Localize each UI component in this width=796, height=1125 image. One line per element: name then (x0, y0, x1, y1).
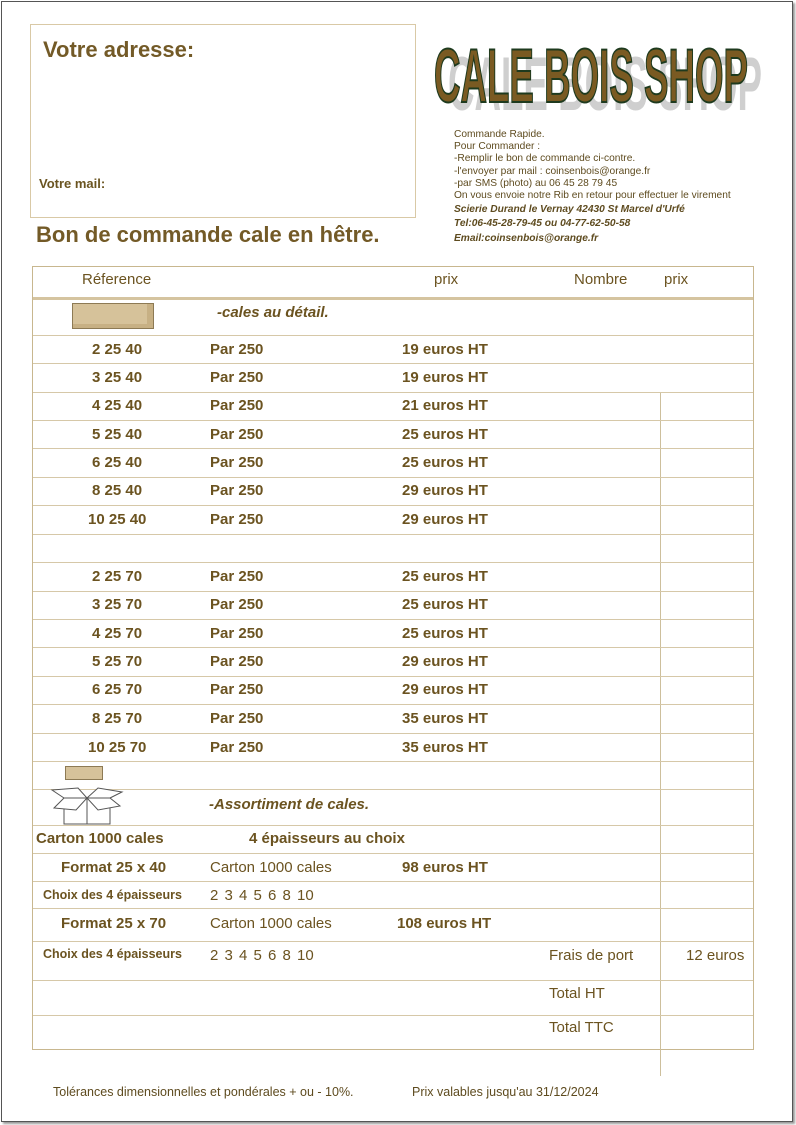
row-ref: 2 25 40 (92, 341, 143, 358)
row-rule (33, 534, 753, 535)
row-unit: Par 250 (210, 681, 264, 698)
row-ref: 6 25 70 (92, 681, 143, 698)
row-ref: 5 25 40 (92, 426, 143, 443)
svg-text:CALE BOIS SHOP: CALE BOIS SHOP (448, 42, 762, 118)
logo (432, 24, 772, 118)
header-reference: Réference (82, 271, 152, 288)
info-line: On vous envoie notre Rib en retour pour effectuer le virement (454, 190, 731, 202)
row-price: 29 euros HT (402, 681, 488, 698)
svg-text:CALE BOIS SHOP: CALE BOIS SHOP (434, 34, 748, 118)
info-line: Pour Commander : (454, 141, 541, 153)
row-rule (33, 448, 753, 449)
row-ref: 8 25 40 (92, 482, 143, 499)
document-title: Bon de commande cale en hêtre. (36, 222, 380, 247)
row-ref: 4 25 70 (92, 625, 143, 642)
tolerance-note: Tolérances dimensionnelles et pondérales + ou - 10%. (53, 1085, 354, 1099)
carton-choice: 4 épaisseurs au choix (249, 830, 405, 847)
row-ref: 2 25 70 (92, 568, 143, 585)
row-rule (33, 1015, 753, 1016)
format-40-desc: Carton 1000 cales (210, 859, 332, 876)
address-label: Votre adresse: (43, 37, 195, 62)
wood-wedge-icon (72, 303, 154, 329)
choice-70-label: Choix des 4 épaisseurs (43, 947, 182, 961)
row-unit: Par 250 (210, 369, 264, 386)
row-rule (33, 562, 753, 563)
row-rule (33, 676, 753, 677)
total-ttc-label: Total TTC (549, 1019, 614, 1036)
row-unit: Par 250 (210, 739, 264, 756)
company-phone: Tel:06-45-28-79-45 ou 04-77-62-50-58 (454, 218, 631, 230)
info-line: Commande Rapide. (454, 129, 545, 140)
row-rule (33, 789, 753, 790)
section-retail-label: -cales au détail. (217, 304, 329, 321)
row-price: 25 euros HT (402, 596, 488, 613)
row-rule (33, 619, 753, 620)
row-unit: Par 250 (210, 454, 264, 471)
row-ref: 4 25 40 (92, 397, 143, 414)
row-ref: 5 25 70 (92, 653, 143, 670)
small-wedge-icon (65, 766, 103, 780)
column-divider (660, 392, 661, 1050)
row-rule (33, 647, 753, 648)
row-rule (33, 733, 753, 734)
row-price: 35 euros HT (402, 739, 488, 756)
row-unit: Par 250 (210, 625, 264, 642)
row-price: 19 euros HT (402, 369, 488, 386)
row-rule (33, 392, 753, 393)
row-ref: 10 25 40 (88, 511, 147, 528)
row-rule (33, 908, 753, 909)
row-rule (33, 591, 753, 592)
total-ht-label: Total HT (549, 985, 605, 1002)
carton-label: Carton 1000 cales (36, 830, 164, 847)
choice-40-label: Choix des 4 épaisseurs (43, 888, 182, 902)
order-instructions (454, 129, 774, 245)
row-rule (33, 704, 753, 705)
format-40-price: 98 euros HT (402, 859, 488, 876)
row-unit: Par 250 (210, 341, 264, 358)
row-unit: Par 250 (210, 568, 264, 585)
row-rule (33, 980, 753, 981)
row-unit: Par 250 (210, 596, 264, 613)
row-unit: Par 250 (210, 710, 264, 727)
header-price: prix (434, 271, 459, 288)
row-rule (33, 825, 753, 826)
choice-70-values: 2 3 4 5 6 8 10 (210, 947, 314, 964)
row-rule (33, 761, 753, 762)
format-70-price: 108 euros HT (397, 915, 492, 932)
row-unit: Par 250 (210, 397, 264, 414)
row-rule (33, 363, 753, 364)
format-70-desc: Carton 1000 cales (210, 915, 332, 932)
row-price: 25 euros HT (402, 625, 488, 642)
carton-box-icon (50, 786, 124, 826)
row-price: 19 euros HT (402, 341, 488, 358)
header-rule (33, 297, 753, 300)
info-line: -par SMS (photo) au 06 45 28 79 45 (454, 177, 618, 189)
row-price: 25 euros HT (402, 454, 488, 471)
shipping-value: 12 euros (686, 947, 745, 964)
choice-40-values: 2 3 4 5 6 8 10 (210, 887, 314, 904)
row-ref: 10 25 70 (88, 739, 147, 756)
info-line: -Remplir le bon de commande ci-contre. (454, 153, 636, 165)
row-price: 35 euros HT (402, 710, 488, 727)
row-unit: Par 250 (210, 511, 264, 528)
row-unit: Par 250 (210, 482, 264, 499)
info-line: -l'envoyer par mail : coinsenbois@orange.fr (454, 165, 651, 177)
shipping-label: Frais de port (549, 947, 634, 964)
row-ref: 8 25 70 (92, 710, 143, 727)
mail-label: Votre mail: (39, 176, 106, 191)
section-assortment-label: -Assortiment de cales. (209, 796, 370, 813)
format-40-label: Format 25 x 40 (61, 859, 167, 876)
row-rule (33, 853, 753, 854)
company-address: Scierie Durand le Vernay 42430 St Marcel d'Urfé (454, 204, 685, 216)
row-rule (33, 941, 753, 942)
row-rule (33, 505, 753, 506)
row-price: 21 euros HT (402, 397, 488, 414)
row-ref: 6 25 40 (92, 454, 143, 471)
header-quantity: Nombre (574, 271, 628, 288)
row-rule (33, 881, 753, 882)
row-ref: 3 25 40 (92, 369, 143, 386)
row-price: 29 euros HT (402, 653, 488, 670)
format-70-label: Format 25 x 70 (61, 915, 167, 932)
company-email: Email:coinsenbois@orange.fr (454, 232, 599, 244)
header-total-price: prix (664, 271, 689, 288)
row-rule (33, 420, 753, 421)
row-rule (33, 335, 753, 336)
column-divider-tail (660, 1050, 661, 1076)
row-unit: Par 250 (210, 653, 264, 670)
row-ref: 3 25 70 (92, 596, 143, 613)
row-price: 25 euros HT (402, 568, 488, 585)
row-rule (33, 477, 753, 478)
validity-note: Prix valables jusqu'au 31/12/2024 (412, 1085, 599, 1099)
row-price: 29 euros HT (402, 511, 488, 528)
row-price: 25 euros HT (402, 426, 488, 443)
row-unit: Par 250 (210, 426, 264, 443)
row-price: 29 euros HT (402, 482, 488, 499)
